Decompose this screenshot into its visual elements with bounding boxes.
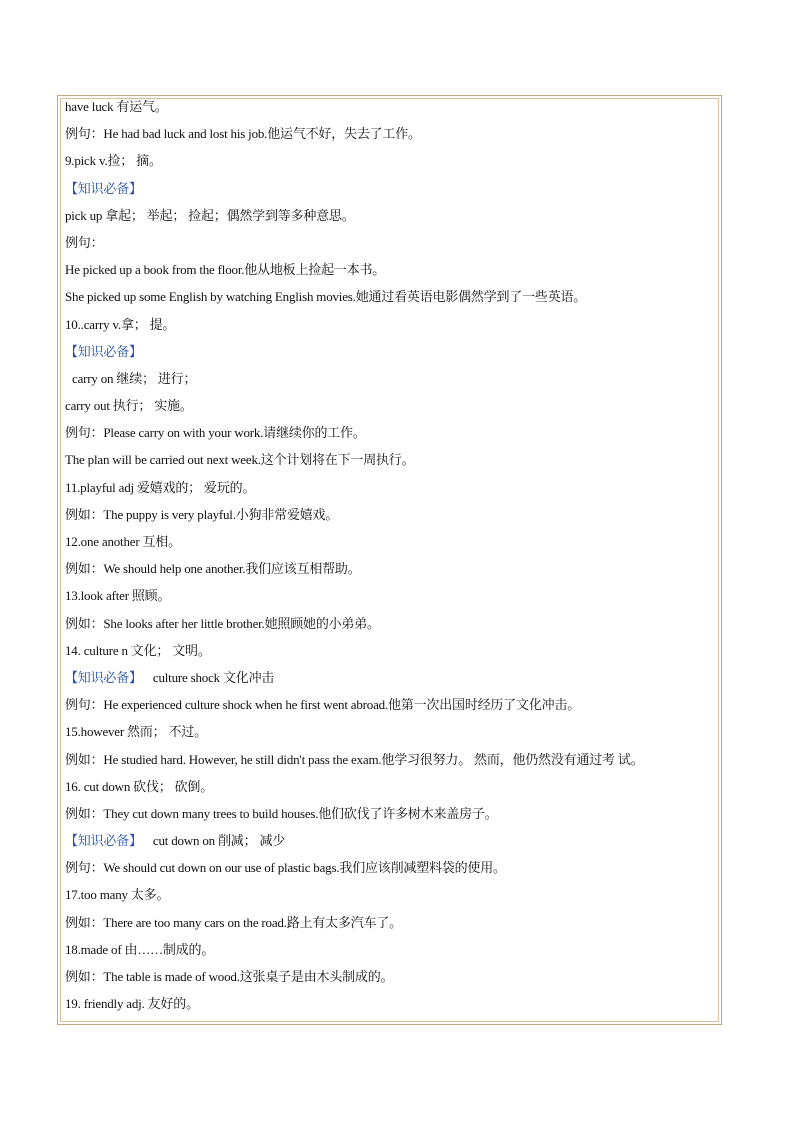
vocab-entry: 13.look after 照顾。 — [65, 588, 171, 604]
example-line: 例如：The table is made of wood.这张桌子是由木头制成的。 — [65, 969, 394, 984]
example-line: 例如：There are too many cars on the road.路上有太多汽车了。 — [65, 914, 402, 930]
example-line: He picked up a book from the floor.他从地板上捡起一本书。 — [65, 262, 386, 278]
vocab-entry: 14. culture n 文化； 文明。 — [65, 642, 211, 658]
example-line: The plan will be carried out next week.这个计划将在下一周执行。 — [65, 452, 415, 468]
example-line: 例句：He had bad luck and lost his job.他运气不好，失去了工作。 — [65, 126, 421, 142]
vocab-entry: 11.playful adj 爱嬉戏的； 爱玩的。 — [65, 479, 256, 495]
example-line: 例如：The puppy is very playful.小狗非常爱嬉戏。 — [65, 506, 339, 522]
knowledge-heading: 【知识必备】 — [65, 180, 142, 196]
knowledge-heading: 【知识必备】 — [65, 669, 142, 685]
example-line: 例如：We should help one another.我们应该互相帮助。 — [65, 561, 361, 577]
knowledge-line — [65, 831, 725, 858]
example-line: 例句：Please carry on with your work.请继续你的工作。 — [65, 425, 366, 441]
example-line: 例句：He experienced culture shock when he first went abroad.他第一次出国时经历了文化冲击。 — [65, 697, 581, 713]
example-line: 例如：She looks after her little brother.她照顾她的小弟弟。 — [65, 615, 380, 631]
example-line: 例如：They cut down many trees to build houses.他们砍伐了许多树木来盖房子。 — [65, 805, 498, 821]
knowledge-line — [65, 668, 725, 695]
knowledge-text: culture shock 文化冲击 — [152, 669, 275, 685]
knowledge-heading: 【知识必备】 — [65, 833, 142, 849]
vocab-entry: 19. friendly adj. 友好的。 — [65, 996, 199, 1012]
document-content — [65, 97, 725, 1021]
example-line: She picked up some English by watching English movies.她通过看英语电影偶然学到了一些英语。 — [65, 289, 587, 305]
vocab-entry: 15.however 然而； 不过。 — [65, 724, 207, 740]
vocab-entry: 16. cut down 砍伐； 砍倒。 — [65, 778, 214, 794]
vocab-entry: 10..carry v.拿； 提。 — [65, 316, 176, 332]
text-line: pick up 拿起； 举起； 捡起；偶然学到等多种意思。 — [65, 207, 355, 223]
text-line: have luck 有运气。 — [65, 99, 168, 114]
example-label: 例句： — [65, 234, 104, 250]
knowledge-heading: 【知识必备】 — [65, 343, 142, 359]
example-line: 例如：He studied hard. However, he still didn't pass the exam.他学习很努力。 然而，他仍然没有通过考 试。 — [65, 751, 644, 767]
example-line: 例句：We should cut down on our use of plastic bags.我们应该削减塑料袋的使用。 — [65, 860, 506, 876]
text-line: carry on 继续； 进行； — [72, 370, 197, 386]
vocab-entry: 9.pick v.捡； 摘。 — [65, 153, 162, 169]
vocab-entry: 12.one another 互相。 — [65, 534, 181, 549]
text-line: carry out 执行； 实施。 — [65, 398, 193, 414]
vocab-entry: 18.made of 由……制成的。 — [65, 941, 215, 957]
knowledge-text: cut down on 削减； 减少 — [152, 833, 286, 849]
vocab-entry: 17.too many 太多。 — [65, 887, 170, 903]
